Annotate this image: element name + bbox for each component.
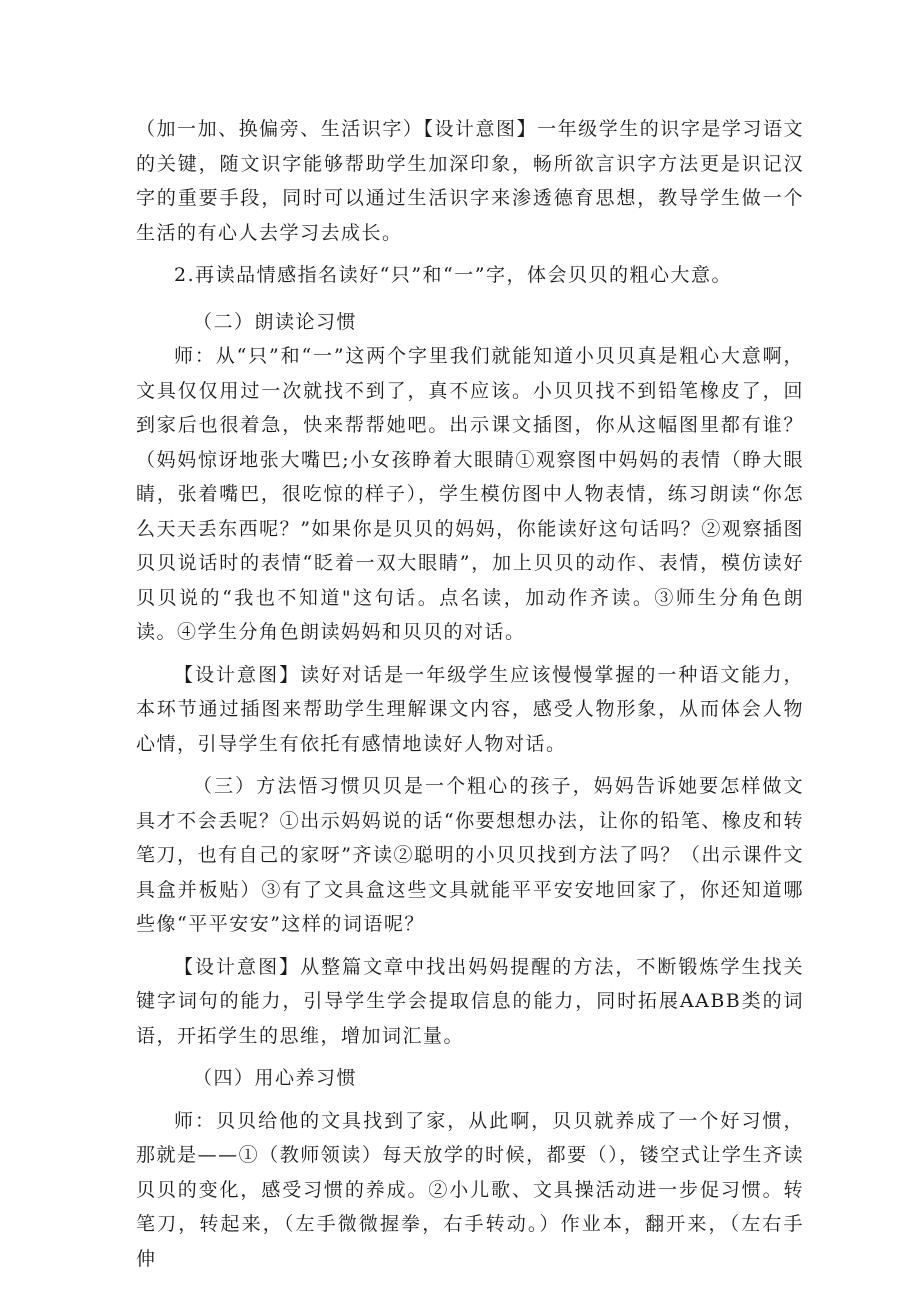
section-heading-heart-habit: （四）用心养习惯	[193, 1067, 358, 1089]
paragraph-design-intent-dialogue: 【设计意图】读好对话是一年级学生应该慢慢掌握的一种语文能力，本环节通过插图来帮助学生理解课文内容，感受人物形象，从而体会人物心情，引导学生有依托有感情地读好人物对话。	[136, 663, 804, 755]
paragraph-design-intent-literacy: （加一加、换偏旁、生活识字）【设计意图】一年级学生的识字是学习语文的关键，随文识字能够帮助学生加深印象，畅所欲言识字方法更是识记汉字的重要手段，同时可以通过生活识字来渗透德育思想，教导学生做一个生活的有心人去学习去成长。	[136, 118, 804, 244]
paragraph-method-habit: （三）方法悟习惯贝贝是一个粗心的孩子，妈妈告诉她要怎样做文具才不会丢呢？①出示妈妈说的话“你要想想办法，让你的铅笔、橡皮和转笔刀，也有自己的家呀”齐读②聪明的小贝贝找到方法了吗？（出示课件文具盒并板贴）③有了文具盒这些文具就能平平安安地回家了，你还知道哪些像“平平安安”这样的词语呢？	[136, 775, 804, 935]
paragraph-reread-emotion: 2.再读品情感指名读好“只”和“一”字，体会贝贝的粗心大意。	[174, 264, 732, 286]
paragraph-teacher-reading: 师：从“只”和“一”这两个字里我们就能知道小贝贝真是粗心大意啊，文具仅仅用过一次就找不到了，真不应该。小贝贝找不到铅笔橡皮了，回到家后也很着急，快来帮帮她吧。出示课文插图，你从这幅图里都有谁？（妈妈惊讶地张大嘴巴;小女孩睁着大眼睛①观察图中妈妈的表情（睁大眼睛，张着嘴巴，很吃惊的样子），学生模仿图中人物表情，练习朗读“你怎么天天丢东西呢？”如果你是贝贝的妈妈，你能读好这句话吗？②观察插图贝贝说话时的表情“眨着一双大眼睛”，加上贝贝的动作、表情，模仿读好贝贝说的“我也不知道"这句话。点名读，加动作齐读。③师生分角色朗读。④学生分角色朗读妈妈和贝贝的对话。	[136, 345, 804, 643]
paragraph-design-intent-method: 【设计意图】从整篇文章中找出妈妈提醒的方法，不断锻炼学生找关键字词句的能力，引导学生学会提取信息的能力，同时拓展AABB类的词语，开拓学生的思维，增加词汇量。	[136, 955, 804, 1047]
section-heading-reading-habit: （二）朗读论习惯	[193, 310, 358, 333]
paragraph-teacher-habit: 师：贝贝给他的文具找到了家，从此啊，贝贝就养成了一个好习惯，那就是——①（教师领读）每天放学的时候，都要（），镂空式让学生齐读贝贝的变化，感受习惯的养成。②小儿歌、文具操活动进一步促习惯。转笔刀，转起来，（左手微微握拳，右手转动。）作业本，翻开来，（左右手伸	[136, 1109, 804, 1270]
document-body	[136, 112, 804, 1276]
